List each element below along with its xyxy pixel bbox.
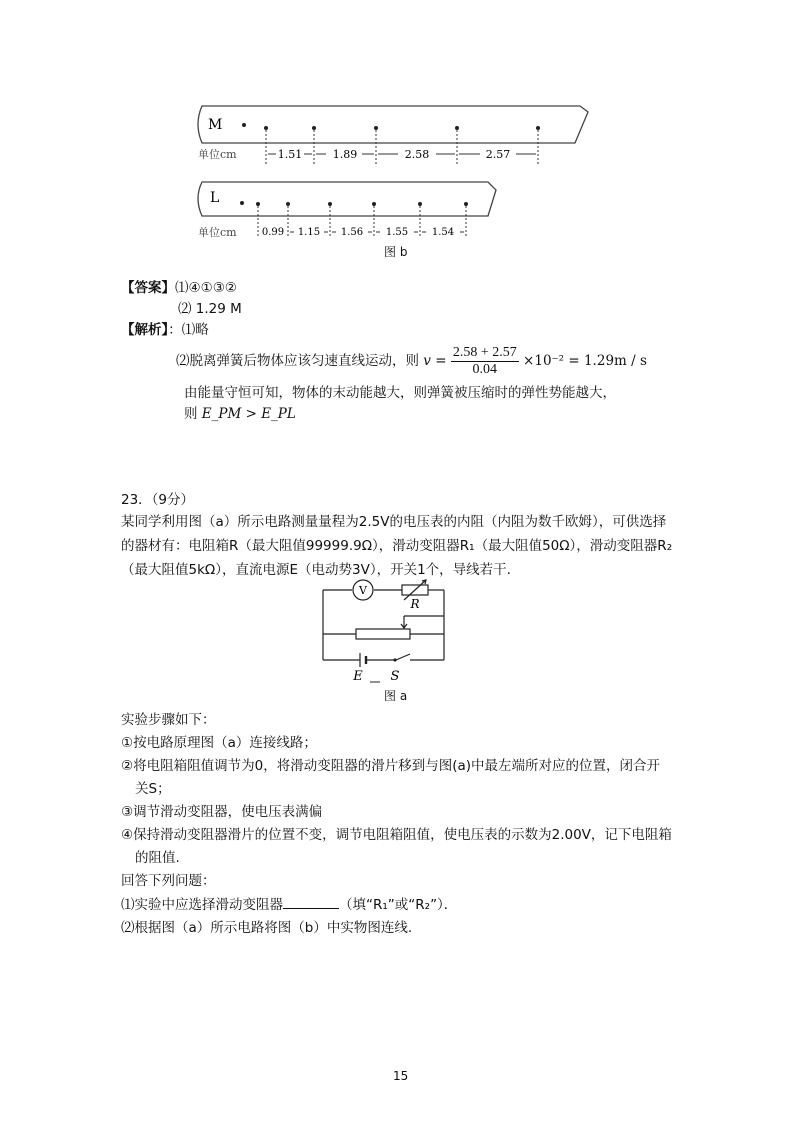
analysis-line-1 (121, 320, 209, 340)
switch-symbol: S (390, 669, 400, 684)
question-intro-line-3: （最大阻值5kΩ），直流电源E（电动势3V），开关1个，导线若干. (121, 562, 511, 578)
analysis-line-4-prefix: 则 (184, 406, 198, 422)
formula-v: v (423, 353, 431, 369)
page-number: 15 (393, 1069, 409, 1083)
question-1-suffix: （填“R₁”或“R₂”）． (339, 897, 458, 913)
formula-fraction (451, 345, 519, 378)
steps-heading: 实验步骤如下： (121, 712, 216, 728)
tape-l-distance-2: 1.15 (297, 227, 321, 238)
resistor-box-symbol: R (410, 597, 420, 611)
tape-l-distance-3: 1.56 (340, 227, 364, 238)
tape-m-label: M (208, 117, 223, 133)
analysis-line-2: ⑵脱离弹簧后物体应该匀速直线运动，则 v = $\frac{2.58 + 2.57}{0.04}$ ×10⁻² = 1.29m / s (176, 344, 647, 377)
step-2-line-2: 关S； (135, 781, 171, 797)
figure-a-caption: 图 a (384, 689, 408, 703)
analysis-label: 【解析】 (121, 322, 169, 338)
step-1: ①按电路原理图（a）连接线路； (121, 735, 317, 751)
tape-l-unit: 单位cm (198, 226, 237, 239)
tape-l-distance-4: 1.55 (385, 227, 409, 238)
answer-line-1 (121, 278, 237, 298)
formula-numerator: 2.58 + 2.57 (452, 344, 517, 360)
step-2-line-1: ②将电阻箱阻值调节为0，将滑动变阻器的滑片移到与图(a)中最左端所对应的位置，闭合开 (121, 758, 660, 774)
question-2: ⑵根据图（a）所示电路将图（b）中实物图连线. (121, 920, 413, 936)
tape-l-distance-5: 1.54 (431, 227, 455, 238)
formula-denominator: 0.04 (472, 361, 498, 377)
analysis-line-4 (184, 404, 296, 424)
answer-part-1: ⑴④①③② (175, 280, 237, 296)
question-intro-line-2: 的器材有：电阻箱R（最大阻值99999.9Ω），滑动变阻器R₁（最大阻值50Ω），滑动变阻器R₂ (121, 538, 673, 554)
tape-m-distance-4: 2.57 (485, 148, 511, 161)
figure-b-caption: 图 b (384, 245, 408, 259)
tape-l-label: L (210, 190, 220, 206)
questions-heading: 回答下列问题： (121, 873, 216, 889)
figure-a-circuit (318, 578, 452, 684)
tape-m-distance-2: 1.89 (332, 148, 358, 161)
answer-label: 【答案】 (121, 280, 175, 296)
tape-m-distance-1: 1.51 (277, 148, 303, 161)
answer-part-2: ⑵ 1.29 M (178, 301, 242, 317)
analysis-part-2-text: ⑵脱离弹簧后物体应该匀速直线运动，则 (176, 353, 419, 369)
question-intro-line-1: 某同学利用图（a）所示电路测量量程为2.5V的电压表的内阻（内阻为数千欧姆），可供选择 (121, 514, 667, 530)
question-1 (121, 894, 457, 915)
voltmeter-symbol: V (359, 584, 367, 597)
source-symbol: E (353, 669, 363, 684)
tape-m-unit: 单位cm (198, 148, 237, 161)
analysis-part-1: ：⑴略 (168, 322, 209, 338)
question-1-prefix: ⑴实验中应选择滑动变阻器 (121, 897, 283, 913)
analysis-line-3: 由能量守恒可知，物体的末动能越大，则弹簧被压缩时的弹性势能越大， (184, 385, 616, 401)
tape-l-distance-1: 0.99 (261, 227, 285, 238)
figure-b-tape-m (190, 98, 600, 168)
step-4-line-1: ④保持滑动变阻器滑片的位置不变，调节电阻箱阻值，使电压表的示数为2.00V，记下电阻箱 (121, 827, 672, 843)
figure-b-tape-l (190, 176, 520, 244)
analysis-line-4-formula: E_PM > E_PL (201, 406, 296, 422)
question-number: 23．（9分） (121, 492, 195, 508)
step-3: ③调节滑动变阻器，使电压表满偏 (121, 804, 323, 820)
tape-m-distance-3: 2.58 (404, 148, 430, 161)
step-4-line-2: 的阻值. (135, 850, 180, 866)
question-1-blank (283, 894, 339, 909)
formula-tail: ×10⁻² = 1.29m / s (523, 353, 647, 369)
